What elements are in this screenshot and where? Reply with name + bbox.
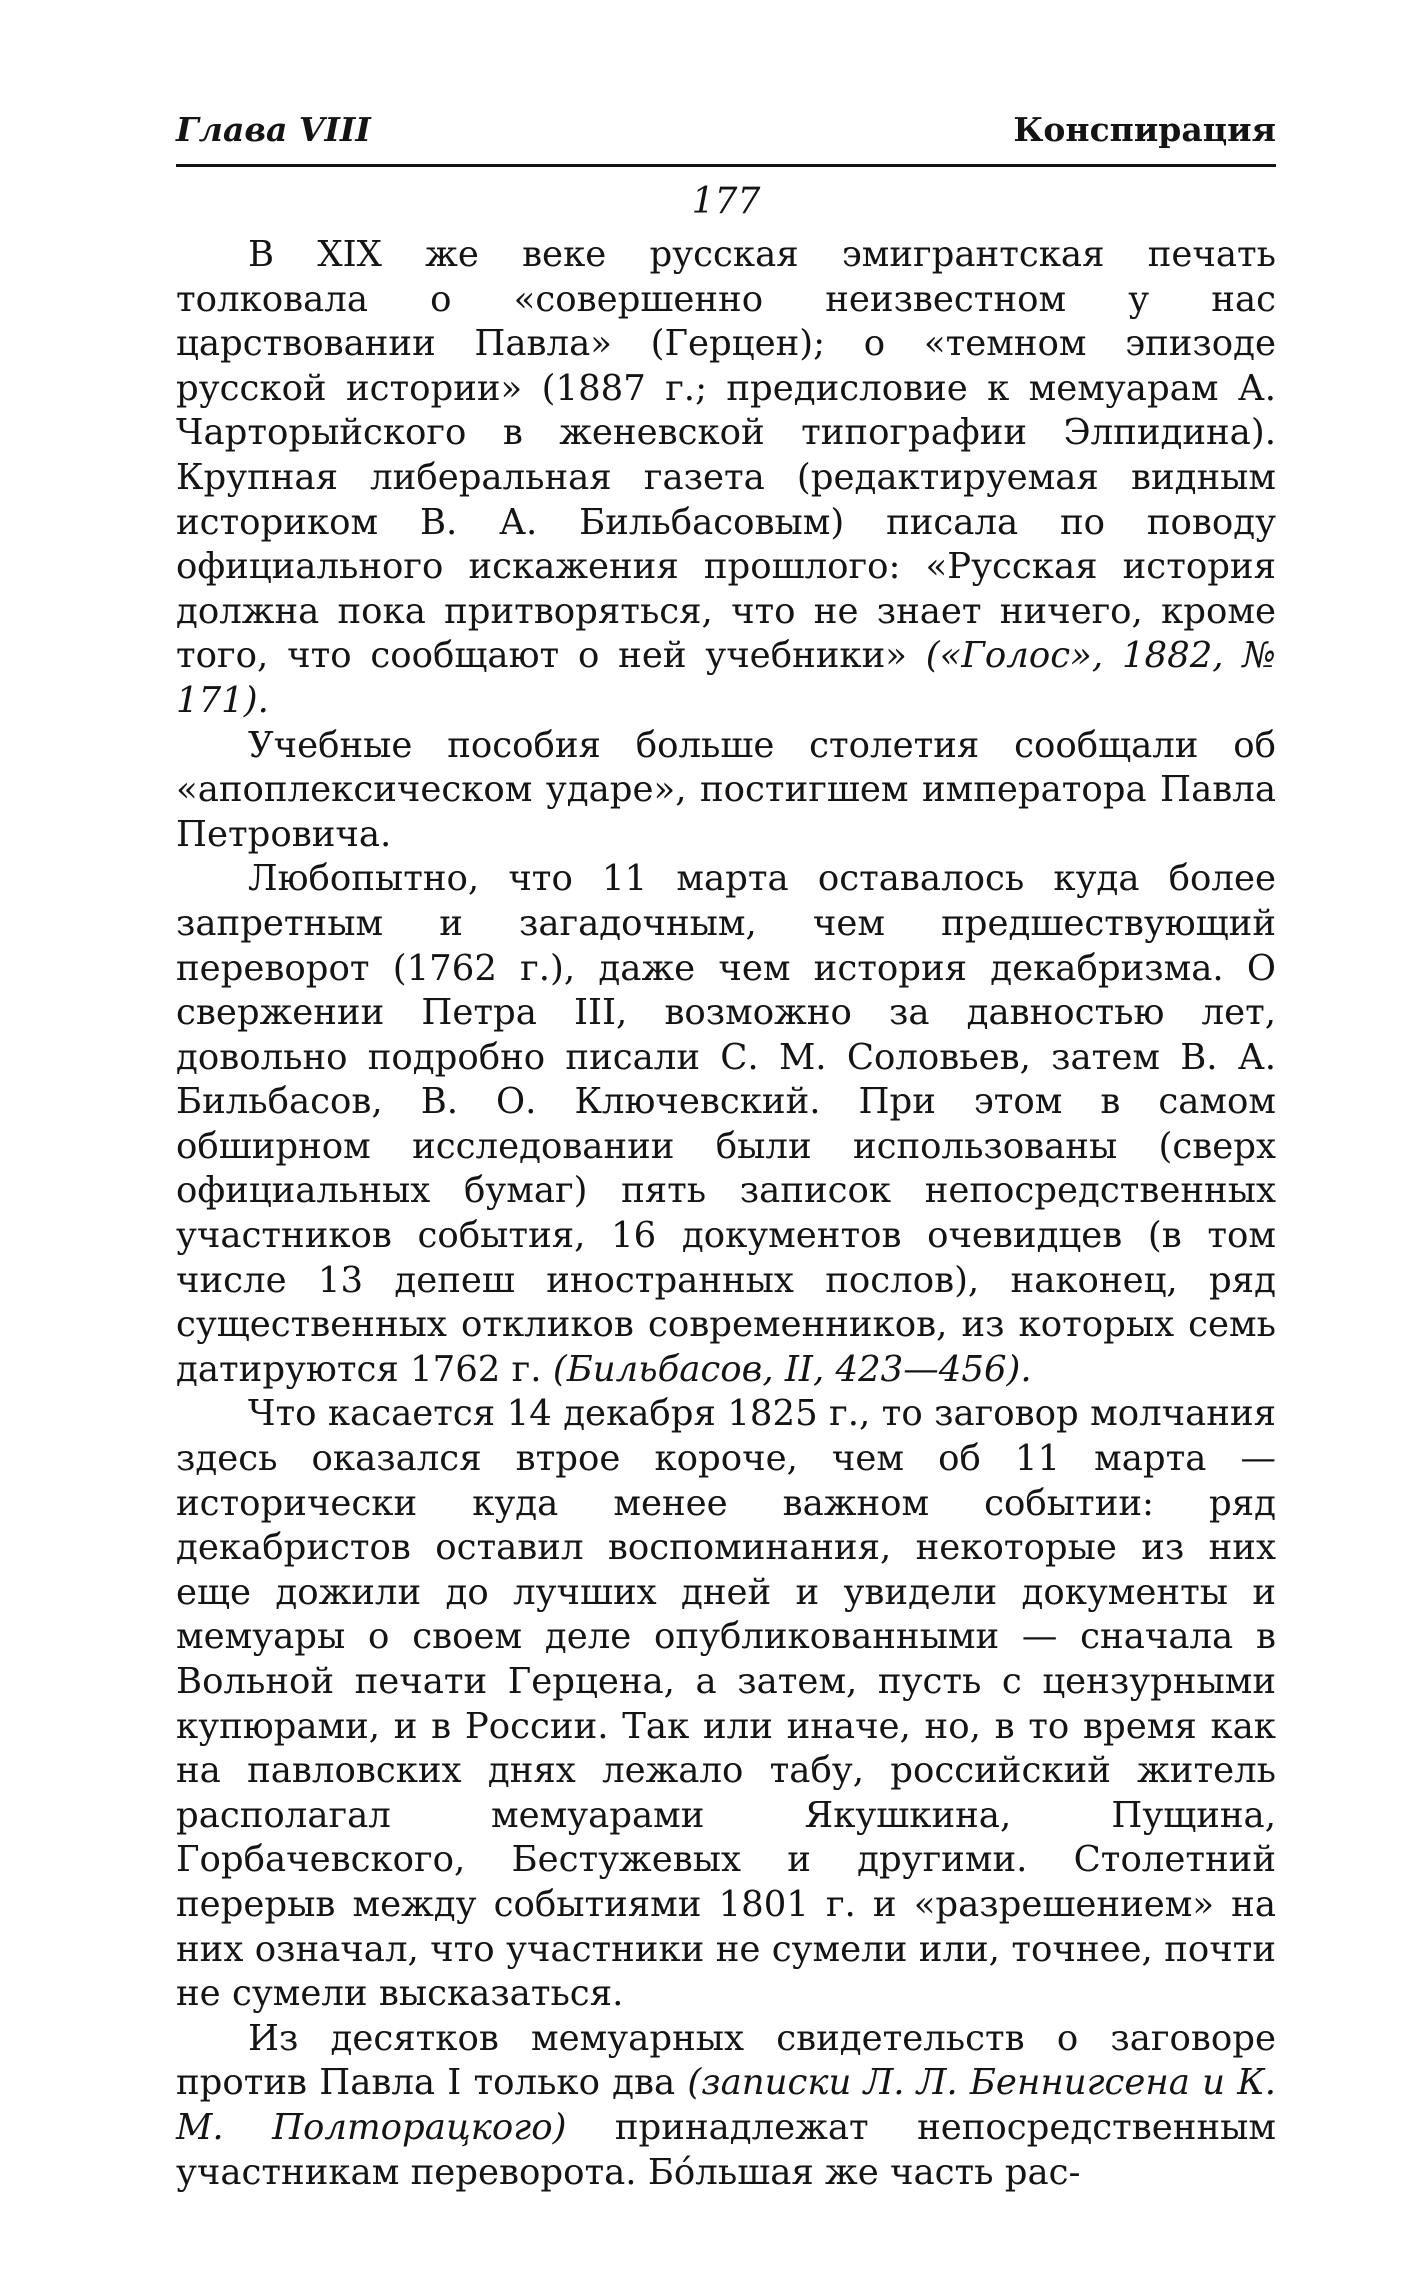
paragraph <box>176 857 1276 1392</box>
paragraph <box>176 1392 1276 2016</box>
book-page <box>176 110 1276 2195</box>
text-segment: В XIX же веке русская эмигрантская печать толковала о «совершенно неизвестном у нас царствовании Павла» (Герцен); о «темном эпизоде русской истории» (1887 г.; предисловие к мемуарам А. Чарторыйского в женевской типографии Элпидина). Крупная либеральная газета (редактируемая видным историком В. А. Бильбасовым) писала по поводу официального искажения прошлого: «Русская история должна пока притворяться, что не знает ничего, кроме того, что сообщают о ней учебники» <box>176 234 1276 677</box>
header-rule <box>176 164 1276 167</box>
chapter-label: Глава VIII <box>176 110 371 149</box>
text-segment: Любопытно, что 11 марта оставалось куда более запретным и загадочным, чем предшествующий переворот (1762 г.), даже чем история декабризма. О свержении Петра III, возможно за давностью лет, довольно подробно писали С. М. Соловьев, затем В. А. Бильбасов, В. О. Ключевский. При этом в самом обширном исследовании были использованы (сверх официальных бумаг) пять записок непосредственных участников события, 16 документов очевидцев (в том числе 13 депеш иностранных послов), наконец, ряд существенных откликов современников, из которых семь датируются 1762 г. <box>176 858 1276 1390</box>
paragraph <box>176 233 1276 724</box>
running-head <box>176 110 1276 150</box>
text-segment: Учебные пособия больше столетия сообщали об «апоплексическом ударе», постигшем императора Павла Петровича. <box>176 724 1276 855</box>
text-segment: принадлежат непосредственным участникам переворота. Бо́льшая же часть рас- <box>176 2106 1276 2193</box>
section-title: Конспирация <box>1013 110 1276 149</box>
citation: (Бильбасов, II, 423—456). <box>552 1348 1032 1390</box>
text-segment: Из десятков мемуарных свидетельств о заговоре против Павла I только два <box>176 2017 1276 2104</box>
paragraph <box>176 2017 1276 2195</box>
text-segment: Что касается 14 декабря 1825 г., то заговор молчания здесь оказался втрое короче, чем об 11 марта — исторически куда менее важном событии: ряд декабристов оставил воспоминания, некоторые из них еще дожили до лучших дней и увидели документы и мемуары о своем деле опубликованными — сначала в Вольной печати Герцена, а затем, пусть с цензурными купюрами, и в России. Так или иначе, но, в то время как на павловских днях лежало табу, российский житель располагал мемуарами Якушкина, Пущина, Горбачевского, Бестужевых и другими. Столетний перерыв между событиями 1801 г. и «разрешением» на них означал, что участники не сумели или, точнее, почти не сумели высказаться. <box>176 1393 1276 2015</box>
citation: (записки Л. Л. Беннигсена и К. М. Полторацкого) <box>176 2062 1276 2148</box>
body-text <box>176 233 1276 2195</box>
page-number: 177 <box>691 181 761 222</box>
paragraph <box>176 724 1276 858</box>
citation: («Голос», 1882, № 171). <box>176 635 1276 721</box>
